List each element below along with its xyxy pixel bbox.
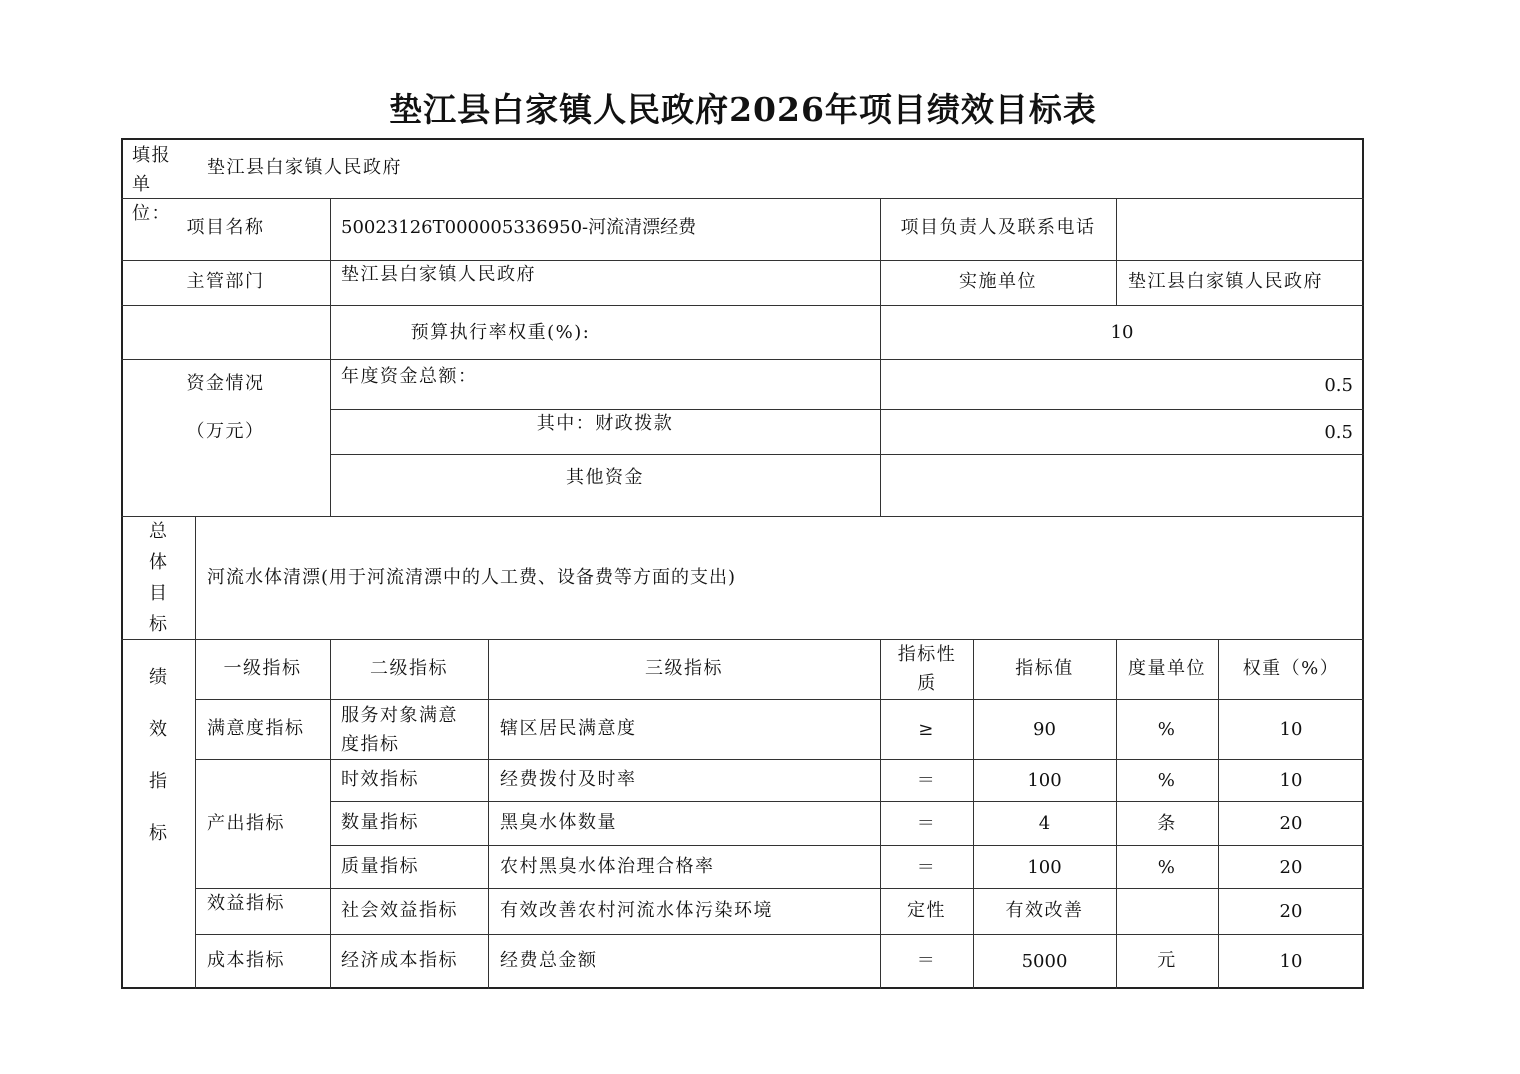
annual-total-label: 年度资金总额： [341,366,478,387]
dept-label: 主管部门 [186,271,265,292]
indicator-level3: 黑臭水体数量 [500,812,617,833]
annual-total-value: 0.5 [1324,375,1353,396]
overall-goal-label: 总体目标 [149,521,167,635]
divider [330,845,1364,846]
indicator-nature: ＝ [916,950,937,971]
performance-indicators-label: 绩效指标 [149,667,167,844]
indicator-level2: 质量指标 [341,856,419,877]
owner-label: 项目负责人及联系电话 [900,217,1096,238]
fiscal-value: 0.5 [1324,422,1353,443]
divider [195,934,1364,935]
indicator-weight: 20 [1279,813,1303,834]
indicator-weight: 10 [1279,719,1303,740]
indicator-weight: 10 [1279,770,1303,791]
divider [330,639,331,989]
indicator-level1: 成本指标 [207,950,285,971]
divider [330,409,1364,410]
fill-unit-label: 填报单位： [132,145,171,224]
indicator-level3: 经费总金额 [500,950,598,971]
header-level2: 二级指标 [370,658,448,679]
divider [195,759,1364,760]
indicator-weight: 20 [1279,857,1303,878]
indicator-value: 90 [1033,719,1056,740]
divider [121,516,1364,517]
header-unit: 度量单位 [1128,658,1206,679]
indicator-level1: 效益指标 [207,893,285,914]
budget-weight-label: 预算执行率权重(%): [410,322,591,343]
indicator-level3: 经费拨付及时率 [500,769,637,790]
header-level3: 三级指标 [645,658,723,679]
indicator-nature: ＝ [916,857,937,878]
funds-label: 资金情况 [186,373,265,394]
indicator-level2: 时效指标 [341,769,419,790]
impl-label: 实施单位 [959,271,1037,292]
divider [330,454,1364,455]
indicator-level2: 社会效益指标 [341,900,458,921]
divider [121,260,1364,261]
indicator-value: 100 [1027,770,1062,791]
indicator-level3: 有效改善农村河流水体污染环境 [500,900,773,921]
indicator-weight: 10 [1279,951,1303,972]
fill-unit-value: 垫江县白家镇人民政府 [207,157,402,178]
fiscal-label: 其中：财政拨款 [536,413,674,434]
page-title: 垫江县白家镇人民政府2026年项目绩效目标表 [389,90,1097,129]
funds-unit: （万元） [186,421,265,442]
divider [880,198,881,516]
indicator-value: 100 [1027,857,1062,878]
divider [195,888,1364,889]
indicator-nature: ≥ [918,719,935,740]
indicator-level2: 服务对象满意度指标 [341,705,458,755]
indicator-unit: % [1157,719,1177,740]
header-nature: 指标性质 [897,644,957,694]
indicator-weight: 20 [1279,901,1303,922]
indicator-unit: % [1157,857,1177,878]
project-name-value: 50023126T000005336950-河流清漂经费 [341,217,697,238]
header-level1: 一级指标 [223,658,302,679]
indicator-value: 有效改善 [1005,900,1084,921]
indicator-unit: % [1157,770,1177,791]
project-name-label: 项目名称 [186,217,265,238]
indicator-unit: 条 [1157,813,1177,834]
divider [195,699,1364,700]
indicator-unit: 元 [1157,950,1177,971]
indicator-nature: 定性 [907,900,946,921]
indicator-level2: 数量指标 [341,812,419,833]
divider [1116,198,1117,305]
indicator-level2: 经济成本指标 [341,950,458,971]
divider [488,639,489,989]
indicator-nature: ＝ [916,770,937,791]
indicator-value: 4 [1038,813,1051,834]
divider [330,801,1364,802]
budget-weight-value: 10 [1110,322,1134,343]
indicator-level1-output: 产出指标 [207,813,285,834]
divider [121,639,1364,640]
header-value: 指标值 [1015,658,1074,679]
indicator-nature: ＝ [916,813,937,834]
impl-value: 垫江县白家镇人民政府 [1128,271,1323,292]
divider [121,305,1364,306]
indicator-level1: 满意度指标 [207,718,305,739]
indicator-level3: 辖区居民满意度 [500,718,637,739]
header-weight: 权重（%） [1242,658,1340,679]
overall-goal-value: 河流水体清漂(用于河流清漂中的人工费、设备费等方面的支出) [207,567,737,588]
indicator-value: 5000 [1021,951,1068,972]
other-funds-label: 其他资金 [566,467,644,488]
divider [121,359,1364,360]
indicator-level3: 农村黑臭水体治理合格率 [500,856,715,877]
dept-value: 垫江县白家镇人民政府 [341,264,536,285]
divider [121,198,1364,199]
divider [195,516,196,989]
